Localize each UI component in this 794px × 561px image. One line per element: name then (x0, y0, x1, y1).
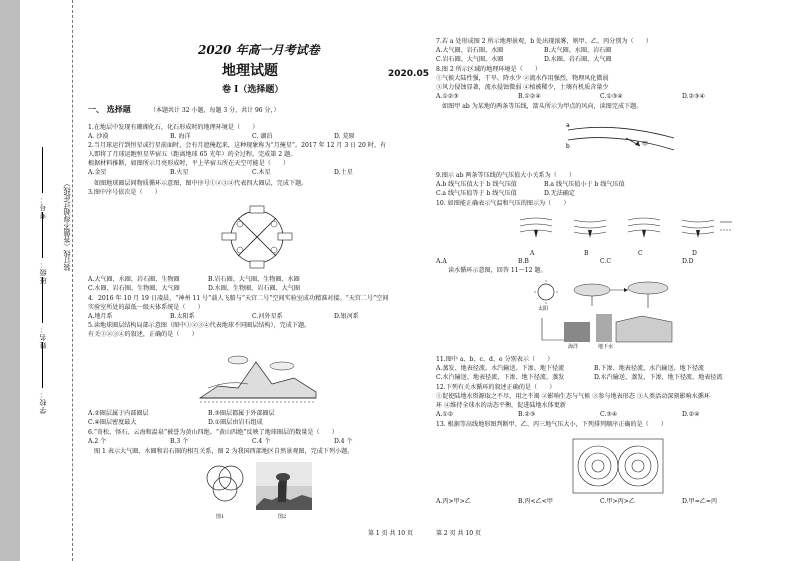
question-7: 7.若 a 处形成图 2 所示地理景观，b 处出现浓雾，则甲、乙、丙分别为（ ） (436, 38, 652, 45)
option-c[interactable]: C.④圈层密度最大 (88, 419, 137, 426)
sphere-cycle-diagram (218, 202, 296, 272)
question-8-item: ③风力侵蚀显著，流水侵蚀微弱 ④植被稀少，土壤有机质含量少 (436, 84, 609, 91)
question-9: 9.图示 ab 两条等压线的气压值大小关系为（ ） (436, 172, 576, 179)
question-13: 13. 根据等高线地形图判断甲、乙、丙三地气压大小，下列排列顺序正确的是（ ） (436, 421, 668, 428)
fold-note: 装订线（答题不得超过此线） (63, 180, 71, 271)
question-2-text: 2.当月球运行到恒星或行星前面时，会有月遮掩起来，这种现象称为“月掩星”。2017 年 12 月 3 日 20 时，有 (88, 142, 387, 149)
question-5-options (88, 410, 275, 418)
option-c[interactable]: C.河外星系 (252, 313, 283, 320)
svg-text:a: a (566, 122, 570, 129)
fold-line (72, 0, 73, 561)
question-3: 3.图中序号依次是（ ） (88, 189, 161, 196)
question-2-stem: 根据材料推断，如图所示月亮形成时，平上毕宿五所在天空可能是（ ） (88, 160, 290, 167)
school-field[interactable]: 学校： (38, 340, 48, 414)
option-c[interactable]: C.水圈、岩石圈、生物圈、大气圈 (88, 285, 180, 292)
option-a[interactable]: A.A (436, 258, 447, 265)
question-8-options (436, 93, 705, 101)
question-12-items: ①促使陆地水资源取之不尽，用之不竭 ②影响生态与气候 ③参与地表形态 ③人类活动深刻影响水循环 (436, 393, 710, 400)
question-11: 11.图中 a、b、c、d、e 分别表示（ ） (436, 356, 554, 363)
option-a[interactable]: A.地月系 (88, 313, 113, 320)
class-field[interactable]: 班级： (38, 210, 48, 284)
option-a[interactable]: A.蒸发、地表径流、水汽输送、下渗、地下径流 (436, 365, 565, 372)
question-9-intro: 如图甲 ab 为某地的两条等压线，箭头所示为甲点的风向，读图完成下题。 (442, 103, 643, 110)
question-5-options (88, 419, 263, 427)
question-12-items: 环 ④维持全球水的动态平衡，促进陆地水体更新 (436, 402, 566, 409)
earth-layer-diagram (198, 348, 318, 403)
volume-title: 卷 I（选择题） (222, 85, 284, 95)
subject-title: 地理试题 (222, 63, 278, 79)
option-d[interactable]: D.土星 (334, 169, 353, 176)
isobar-diagram (566, 116, 676, 166)
section-heading: 一、 选择题 (88, 104, 131, 114)
exam-date: 2020.05 (388, 69, 429, 79)
groundwater-label: 地下水 (598, 344, 614, 350)
binding-margin (0, 0, 82, 561)
option-c[interactable]: C. 湖泊 (252, 133, 273, 140)
svg-text:甲: 甲 (642, 141, 649, 148)
exam-number-field[interactable]: 考号： (38, 145, 48, 219)
option-c[interactable]: C.a 线气压值等于 b 线气压值 (436, 190, 517, 197)
question-3-options (88, 285, 300, 293)
option-b[interactable]: B.3 个 (170, 438, 189, 445)
sun-label: 太阳 (538, 306, 549, 312)
option-b[interactable]: B.B (518, 258, 529, 265)
option-d[interactable]: D.②④ (682, 411, 700, 418)
left-page (88, 0, 429, 561)
option-c[interactable]: C.水汽输送、地表径流、下渗、地下径流、蒸发 (436, 374, 565, 381)
option-a[interactable]: A.①②③ (436, 93, 459, 100)
option-c[interactable]: C.木星 (252, 169, 271, 176)
option-b[interactable]: B.下渗、地表径流、水汽输送、地下径流 (594, 365, 705, 372)
option-a[interactable]: A.大气圈、岩石圈、水圈 (436, 47, 504, 54)
panel-label: D (692, 250, 697, 257)
option-a[interactable]: A. 沙漠 (88, 133, 109, 140)
option-a[interactable]: A.b 线气压值大于 b 线气压值 (436, 181, 517, 188)
option-a[interactable]: A.金星 (88, 169, 107, 176)
option-b[interactable]: B.③圈层都属于外部圈层 (208, 410, 275, 417)
option-c[interactable]: C.4 个 (252, 438, 271, 445)
question-1: 1.在地层中发现有珊瑚化石，化石形成时的地理环境是（ ） (88, 124, 259, 131)
option-d[interactable]: D.②③④ (682, 93, 705, 100)
question-10-options (436, 258, 694, 266)
panel-label: C (638, 250, 643, 257)
question-6: 6.“奇松、怪石、云海和温泉”被誉为黄山四绝。“黄山四绝”反映了地球圈层的数量是（ ） (88, 429, 338, 436)
question-8-item: ①气候大陆性强，干旱、降水少 ②流水作用强烈，物理风化微弱 (436, 75, 609, 82)
option-b[interactable]: B. 海洋 (170, 133, 191, 140)
option-d[interactable]: D.4 个 (334, 438, 353, 445)
figure-2-caption: 图2 (278, 514, 287, 520)
question-3-options (88, 276, 300, 284)
question-9-options (436, 181, 625, 189)
right-page (436, 0, 788, 561)
question-7-intro: 图 1 表示大气圈、水圈和岩石圈的相互关系，图 2 为我国西部地区自然景观图，完成下列小题。 (94, 448, 354, 455)
option-a[interactable]: A.①② (436, 411, 454, 418)
option-d[interactable]: D.甲=乙=丙 (682, 498, 718, 505)
question-7-options (436, 47, 611, 55)
option-d[interactable]: D.D (682, 258, 694, 265)
option-d[interactable]: D.水圈、岩石圈、大气圈 (544, 56, 612, 63)
option-b[interactable]: B.a 线气压值小于 b 线气压值 (544, 181, 625, 188)
option-a[interactable]: A.大气圈、水圈、岩石圈、生物圈 (88, 276, 180, 283)
question-1-options (88, 133, 355, 141)
svg-text:b: b (566, 143, 570, 150)
option-b[interactable]: B.岩石圈、大气圈、生物圈、水圈 (208, 276, 300, 283)
option-a[interactable]: A.2 个 (88, 438, 107, 445)
option-d[interactable]: D.无法确定 (544, 190, 575, 197)
question-2-options (88, 169, 353, 177)
option-c[interactable]: C.岩石圈、大气圈、水圈 (436, 56, 504, 63)
option-b[interactable]: B.太阳系 (170, 313, 195, 320)
option-a[interactable]: A.丙>甲>乙 (436, 498, 471, 505)
question-11-options (436, 365, 704, 373)
binding-strip (0, 0, 20, 561)
question-5: 有关①②③④的叙述，正确的是（ ） (88, 331, 198, 338)
venn-diagram (200, 460, 250, 510)
option-d[interactable]: D. 荒原 (334, 133, 355, 140)
option-b[interactable]: B.丙<乙<甲 (518, 498, 553, 505)
question-8: 8.图 2 所示区域的地理环境是（ ） (436, 66, 541, 73)
question-4-text: 4．2016 年 10 月 19 日凌晨，“神州 11 号”载人飞船与“天宫二号”空间实验室成功精准对接。“天宫二号”空间 (88, 295, 389, 302)
question-10: 10. 如图能正确表示气温和气压的图示为（ ） (436, 200, 570, 207)
option-c[interactable]: C.③④ (600, 411, 618, 418)
pressure-temperature-panels (516, 212, 746, 248)
name-field[interactable]: 姓名： (38, 275, 48, 349)
option-c[interactable]: C.C (600, 258, 612, 265)
option-b[interactable]: B.②③ (518, 411, 536, 418)
section-note: （本题共计 32 小题，每题 3 分，共计 96 分，） (150, 107, 280, 114)
option-d[interactable]: D.银河系 (334, 313, 359, 320)
option-c[interactable]: C.①③④ (600, 93, 623, 100)
exam-title: 2020 年高一月考试卷 (198, 43, 320, 57)
question-4-text: 实验室所处的最低一级天体系统是（ ） (88, 304, 204, 311)
option-d[interactable]: D.①圈层由岩石组成 (208, 419, 263, 426)
panel-label: A (530, 250, 535, 257)
question-3-intro: 如图地球圈层间物质循环示意图，图中序号①②③④代表四大圈层，完成下题。 (94, 180, 308, 187)
question-2-text: 人即将了月球运跑恒星毕宿五（距离地球 65 光年）的全过程。完成第 2 题。 (88, 151, 297, 158)
option-b[interactable]: B.火星 (170, 169, 189, 176)
question-12: 12.下列有关水循环的叙述正确的是（ ） (436, 384, 556, 391)
option-c[interactable]: C.甲>丙>乙 (600, 498, 635, 505)
figure-1-caption: 图1 (216, 514, 225, 520)
panel-label: B (584, 250, 589, 257)
water-cycle-diagram (532, 278, 692, 350)
option-a[interactable]: A.②圈层属于内部圈层 (88, 410, 149, 417)
question-5-intro: 5.读地球圈层结构局部示意图（图中①②③④代表地球不同圈层结构），完成下题。 (88, 322, 311, 329)
question-7-options (436, 56, 612, 64)
rock-landscape-photo (256, 462, 312, 510)
question-13-options (436, 498, 717, 506)
question-9-options (436, 190, 575, 198)
question-6-options (88, 438, 353, 446)
question-11-intro: 读水循环示意图，回答 11～12 题。 (448, 267, 547, 274)
page-number-right: 第 2 页 共 10 页 (436, 530, 481, 537)
option-d[interactable]: D.水圈、生物圈、岩石圈、大气圈 (208, 285, 300, 292)
page-number-left: 第 1 页 共 10 页 (368, 530, 413, 537)
option-b[interactable]: B.①②④ (518, 93, 541, 100)
question-11-options (436, 374, 722, 382)
contour-map (572, 438, 664, 494)
option-b[interactable]: B.大气圈、水圈、岩石圈 (544, 47, 612, 54)
question-4-options (88, 313, 359, 321)
ocean-label: 海洋 (568, 344, 579, 350)
option-d[interactable]: D.水汽输送、蒸发、下渗、地下径流、地表径流 (594, 374, 723, 381)
question-12-options (436, 411, 700, 419)
